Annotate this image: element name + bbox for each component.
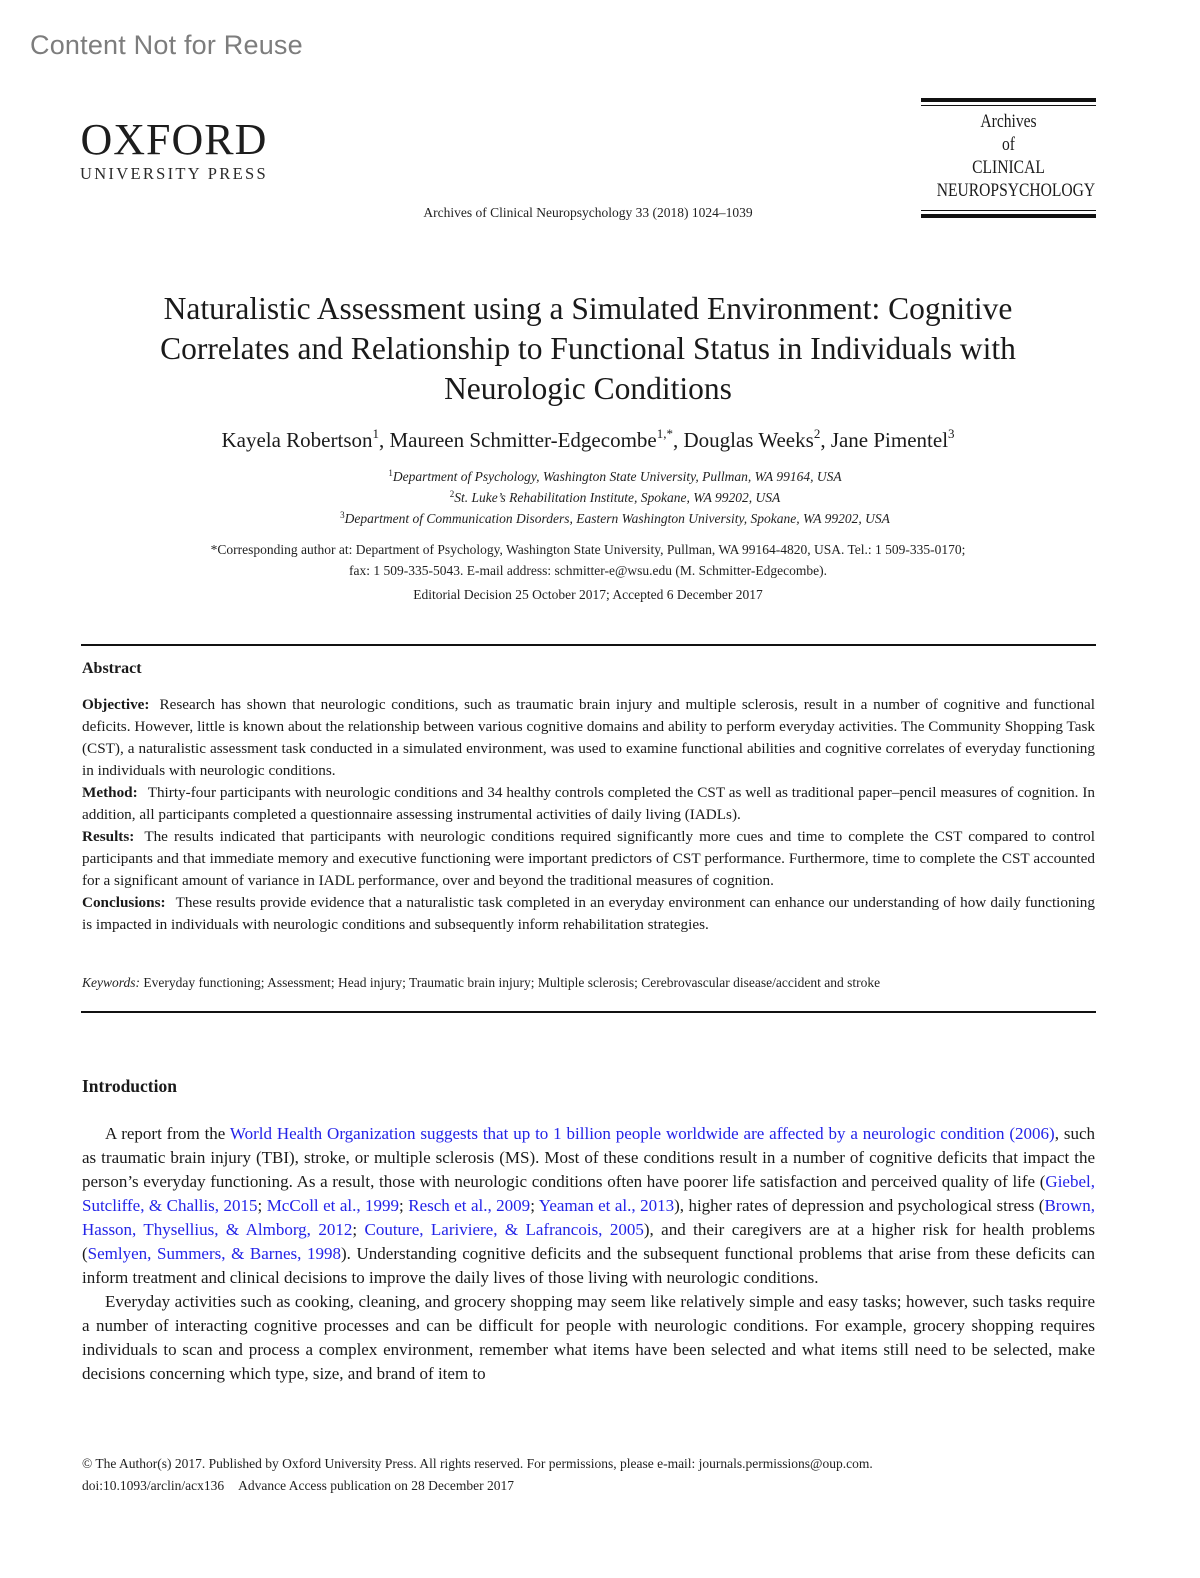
abstract-body: [82, 694, 1095, 936]
affiliations: [0, 466, 1200, 529]
abstract-section-label: Objective:: [82, 696, 150, 713]
text-run: , such as traumatic brain injury (TBI), stroke, or multiple sclerosis (MS). Most of these conditions result in a number of cognitive deficits that impact the person’s everyday functioning. As a result, those with neurologic conditions often have poorer life satisfaction and perceived quality of life (: [82, 1124, 1095, 1191]
abstract-heading: Abstract: [82, 660, 142, 677]
abstract-section-text: The results indicated that participants with neurologic conditions required significantly more cues and time to complete the CST compared to control participants and that immediate memory and executive functioning were important predictors of CST performance. Furthermore, time to complete the CST accounted for a significant amount of variance in IADL performance, over and beyond the traditional measures of cognition.: [82, 828, 1095, 889]
text-run: A report from the: [105, 1124, 230, 1143]
journal-logo: [921, 98, 1096, 218]
logo-university-press: UNIVERSITY PRESS: [80, 164, 268, 183]
journal-logo-line: Archives: [980, 111, 1037, 132]
abstract-results: [82, 826, 1095, 892]
author-name: Kayela Robertson: [221, 428, 373, 452]
abstract-conclusions: [82, 892, 1095, 936]
affiliation-text: St. Luke’s Rehabilitation Institute, Spokane, WA 99202, USA: [454, 490, 781, 505]
abstract-section-label: Results:: [82, 828, 135, 845]
affiliation: [0, 466, 1200, 487]
abstract-section-text: These results provide evidence that a naturalistic task completed in an everyday environment can enhance our understanding of how daily functioning is impacted in individuals with neurologic conditions and subsequently inform rehabilitation strategies.: [82, 894, 1095, 933]
doi: doi:10.1093/arclin/acx136: [82, 1478, 225, 1493]
introduction-paragraph-1: [82, 1122, 1095, 1290]
text-run: ). Understanding cognitive deficits and the subsequent functional problems that arise from these deficits can inform treatment and clinical decisions to improve the daily lives of those living with neurologic conditions.: [82, 1244, 1095, 1287]
journal-logo-line: of: [1002, 134, 1015, 155]
affiliation: [0, 487, 1200, 508]
keywords: [82, 975, 1095, 991]
citation-link[interactable]: Resch et al., 2009: [408, 1196, 531, 1215]
text-run: ), higher rates of depression and psychological stress (: [674, 1196, 1045, 1215]
doi-line: [82, 1475, 873, 1497]
citation-link[interactable]: McColl et al., 1999: [266, 1196, 400, 1215]
introduction-heading: Introduction: [82, 1076, 177, 1096]
abstract-objective: [82, 694, 1095, 782]
journal-reference: Archives of Clinical Neuropsychology 33 (2018) 1024–1039: [423, 205, 753, 220]
text-run: ;: [352, 1220, 365, 1239]
introduction-body: [82, 1122, 1095, 1386]
advance-access: Advance Access publication on 28 December 2017: [238, 1478, 515, 1493]
divider-bottom: [81, 1011, 1096, 1013]
citation-link[interactable]: Brown, Hasson, Thysellius, & Almborg, 2012: [82, 1196, 1095, 1239]
abstract-section-text: Research has shown that neurologic conditions, such as traumatic brain injury and multiple sclerosis, result in a number of cognitive and functional deficits. However, little is known about the relationship between various cognitive domains and ability to perform everyday activities. The Community Shopping Task (CST), a naturalistic assessment task conducted in a simulated environment, was used to examine functional abilities and cognitive correlates of everyday functioning in individuals with neurologic conditions.: [82, 696, 1095, 779]
text-run: ;: [399, 1196, 409, 1215]
affiliation-marker: 2: [449, 489, 455, 499]
journal-logo-rule-bottom: [921, 214, 1096, 218]
affiliation-text: Department of Psychology, Washington State University, Pullman, WA 99164, USA: [392, 469, 842, 484]
watermark: Content Not for Reuse: [30, 30, 303, 60]
affiliation-marker: 3: [340, 510, 345, 520]
page-footer: [82, 1453, 873, 1497]
author-affiliation-marker: 1: [372, 426, 379, 441]
text-run: ;: [530, 1196, 539, 1215]
divider-top: [81, 644, 1096, 646]
corresponding-author: [100, 539, 1076, 581]
citation-link[interactable]: Couture, Lariviere, & Lafrancois, 2005: [364, 1220, 644, 1239]
abstract-method: [82, 782, 1095, 826]
text-run: ), and their caregivers are at a higher risk for health problems (: [82, 1220, 1095, 1263]
text-run: ;: [257, 1196, 267, 1215]
keywords-text: Everyday functioning; Assessment; Head injury; Traumatic brain injury; Multiple sclerosis; Cerebrovascular disease/accident and stroke: [143, 975, 881, 990]
affiliation-marker: 1: [388, 468, 393, 478]
introduction-paragraph-2: Everyday activities such as cooking, cleaning, and grocery shopping may seem like relatively simple and easy tasks; however, such tasks require a number of interacting cognitive processes and can be difficult for people with neurologic conditions. For example, grocery shopping requires individuals to scan and process a complex environment, remember what items have been selected and what items still need to be selected, make decisions concerning which type, size, and brand of item to: [82, 1292, 1095, 1383]
author-name: Douglas Weeks: [683, 428, 814, 452]
citation-link[interactable]: Giebel, Sutcliffe, & Challis, 2015: [82, 1172, 1095, 1215]
author-name: Maureen Schmitter-Edgecombe: [389, 428, 657, 452]
editorial-dates: Editorial Decision 25 October 2017; Accepted 6 December 2017: [413, 587, 763, 602]
abstract-section-label: Conclusions:: [82, 894, 166, 911]
abstract-section-label: Method:: [82, 784, 138, 801]
corresponding-line-2: fax: 1 509-335-5043. E-mail address: schmitter-e@wsu.edu (M. Schmitter-Edgecombe).: [349, 563, 827, 578]
logo-oxford: OXFORD: [80, 115, 268, 164]
journal-logo-line: CLINICAL: [972, 157, 1045, 178]
abstract-section-text: Thirty-four participants with neurologic conditions and 34 healthy controls completed the CST as well as traditional paper–pencil measures of cognition. In addition, all participants completed a questionnaire assessing instrumental activities of daily living (IADLs).: [82, 784, 1095, 823]
author-affiliation-marker: 3: [948, 426, 955, 441]
affiliation: [0, 508, 1200, 529]
author-affiliation-marker: 2: [813, 426, 821, 441]
corresponding-line-1: *Corresponding author at: Department of Psychology, Washington State University, Pullman, WA 99164-4820, USA. Tel.: 1 509-335-0170;: [210, 542, 966, 557]
citation-link[interactable]: Yeaman et al., 2013: [538, 1196, 675, 1215]
oxford-university-press-logo: [80, 115, 268, 184]
author-list: Kayela Robertson$^1$, Maureen Schmitter-Edgecombe$^{1,*}$, Douglas Weeks$^2$, Jane Pimentel$^3$: [221, 426, 955, 452]
author-name: Jane Pimentel: [830, 428, 949, 452]
article-title: Naturalistic Assessment using a Simulated Environment: Cognitive Correlates and Relationship to Functional Status in Individuals with Neurologic Conditions: [160, 291, 1016, 406]
keywords-label: Keywords:: [82, 975, 140, 990]
affiliation-text: Department of Communication Disorders, Eastern Washington University, Spokane, WA 99202, USA: [344, 511, 890, 526]
copyright-notice: © The Author(s) 2017. Published by Oxford University Press. All rights reserved. For permissions, please e-mail: journals.permissions@oup.com.: [82, 1456, 873, 1471]
citation-link[interactable]: Semlyen, Summers, & Barnes, 1998: [87, 1244, 341, 1263]
journal-logo-line: NEUROPSYCHOLOGY: [936, 180, 1096, 201]
citation-link[interactable]: World Health Organization suggests that up to 1 billion people worldwide are affected by a neurologic condition (2006): [229, 1124, 1055, 1143]
author-affiliation-marker: 1,*: [656, 426, 673, 441]
